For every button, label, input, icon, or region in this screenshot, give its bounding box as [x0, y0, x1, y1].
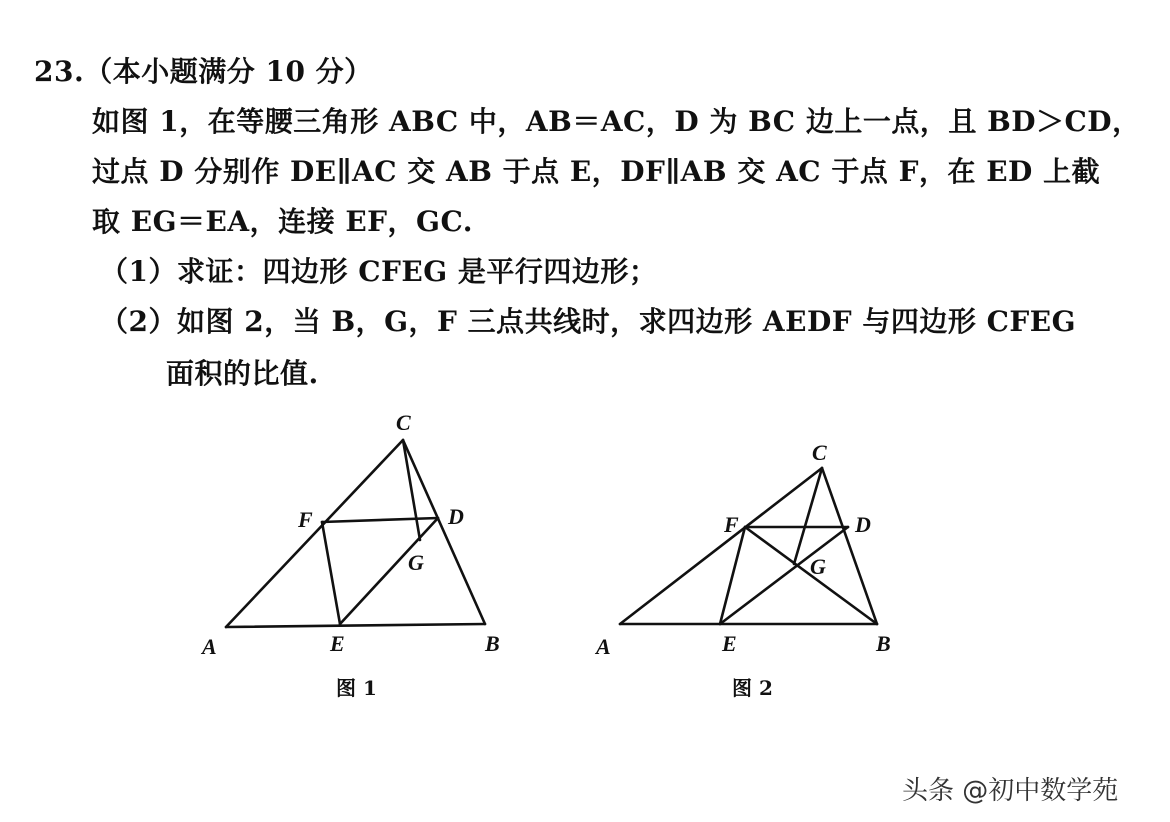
fig2-segment-ed	[720, 527, 848, 624]
fig1-side-ac	[226, 440, 403, 627]
fig1-label-b: B	[485, 631, 500, 656]
fig2-label-g: G	[810, 554, 826, 579]
fig2-label-b: B	[876, 631, 891, 656]
fig2-label-d: D	[855, 512, 871, 537]
figure-2	[594, 440, 891, 700]
fig1-label-f: F	[298, 507, 313, 532]
fig1-side-ab	[226, 624, 485, 627]
question-number: 23.	[34, 55, 85, 88]
fig1-label-a: A	[202, 634, 217, 659]
fig2-side-ac	[620, 468, 822, 624]
fig1-segment-gc	[403, 440, 420, 540]
part-1: （1）求证：四边形 CFEG 是平行四边形；	[100, 255, 658, 288]
part-2-line-1: （2）如图 2，当 B，G，F 三点共线时，求四边形 AEDF 与四边形 CFEG	[100, 305, 1077, 338]
fig1-label-d: D	[448, 504, 464, 529]
fig1-segment-fd	[322, 518, 438, 522]
score-note: （本小题满分 10 分）	[84, 55, 373, 88]
watermark-text: 头条 @初中数学苑	[902, 776, 1119, 806]
fig1-side-bc	[403, 440, 485, 624]
stem-line-3: 取 EG＝EA，连接 EF，GC.	[92, 205, 473, 238]
fig2-label-f: F	[724, 512, 739, 537]
part-2-line-2: 面积的比值.	[166, 357, 319, 390]
fig1-label-e: E	[330, 631, 345, 656]
fig2-caption: 图 2	[732, 676, 773, 700]
stem-line-2: 过点 D 分别作 DE∥AC 交 AB 于点 E，DF∥AB 交 AC 于点 F，在 ED 上截	[92, 155, 1101, 188]
fig2-label-a: A	[596, 634, 611, 659]
fig2-label-c: C	[812, 440, 827, 465]
figure-1	[200, 410, 500, 700]
stem-line-1: 如图 1，在等腰三角形 ABC 中，AB＝AC，D 为 BC 边上一点，且 BD＞CD，	[92, 105, 1141, 138]
fig2-side-bc	[822, 468, 877, 624]
fig1-caption: 图 1	[336, 676, 377, 700]
fig1-label-g: G	[408, 550, 424, 575]
fig1-segment-fe	[322, 522, 340, 624]
fig1-label-c: C	[396, 410, 411, 435]
fig2-label-e: E	[722, 631, 737, 656]
